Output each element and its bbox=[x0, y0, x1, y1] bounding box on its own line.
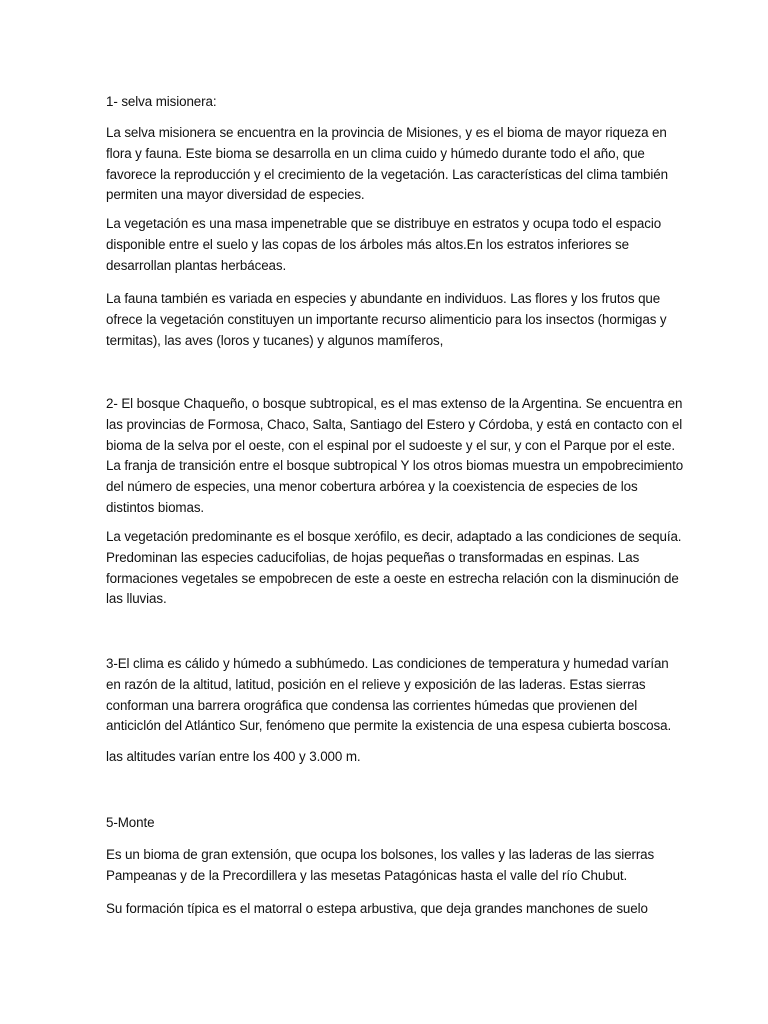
section-3-paragraph-2: las altitudes varían entre los 400 y 3.000 m. bbox=[106, 749, 361, 764]
section-5-heading: 5-Monte bbox=[106, 815, 155, 830]
section-2-paragraph-2: La vegetación predominante es el bosque xerófilo, es decir, adaptado a las condiciones de sequía. Predominan las especies caducifolias, de hojas pequeñas o transformadas en espinas. Las formaciones vegetales se empobrecen de este a oeste en estrecha relación con la disminución de las lluvias. bbox=[106, 529, 682, 607]
section-3-paragraph-1: 3-El clima es cálido y húmedo a subhúmedo. Las condiciones de temperatura y humedad varían en razón de la altitud, latitud, posición en el relieve y exposición de las laderas. Estas sierras conforman una barrera orográfica que condensa las corrientes húmedas que provienen del anticiclón del Atlántico Sur, fenómeno que permite la existencia de una espesa cubierta boscosa. bbox=[106, 656, 672, 734]
section-5-paragraph-2: Su formación típica es el matorral o estepa arbustiva, que deja grandes manchones de suelo bbox=[106, 901, 648, 916]
section-1-paragraph-2: La vegetación es una masa impenetrable que se distribuye en estratos y ocupa todo el espacio disponible entre el suelo y las copas de los árboles más altos.En los estratos inferiores se desarrollan plantas herbáceas. bbox=[106, 216, 662, 273]
section-5-paragraph-1: Es un bioma de gran extensión, que ocupa los bolsones, los valles y las laderas de las sierras Pampeanas y de la Precordillera y las mesetas Patagónicas hasta el valle del río Chubut. bbox=[106, 847, 655, 883]
section-1-heading: 1- selva misionera: bbox=[106, 94, 217, 109]
section-1-paragraph-3: La fauna también es variada en especies y abundante en individuos. Las flores y los frutos que ofrece la vegetación constituyen un importante recurso alimenticio para los insectos (hormigas y termitas), las aves (loros y tucanes) y algunos mamíferos, bbox=[106, 291, 667, 348]
section-2-paragraph-1: 2- El bosque Chaqueño, o bosque subtropical, es el mas extenso de la Argentina. Se encuentra en las provincias de Formosa, Chaco, Salta, Santiago del Estero y Córdoba, y está en contacto con el bioma de la selva por el oeste, con el espinal por el sudoeste y el sur, y con el Parque por el este. La franja de transición entre el bosque subtropical Y los otros biomas muestra un empobrecimiento del número de especies, una menor cobertura arbórea y la coexistencia de especies de los distintos biomas. bbox=[106, 396, 684, 515]
section-1-paragraph-1: La selva misionera se encuentra en la provincia de Misiones, y es el bioma de mayor riqueza en flora y fauna. Este bioma se desarrolla en un clima cuido y húmedo durante todo el año, que favorece la reproducción y el crecimiento de la vegetación. Las características del clima también permiten una mayor diversidad de especies. bbox=[106, 125, 668, 203]
